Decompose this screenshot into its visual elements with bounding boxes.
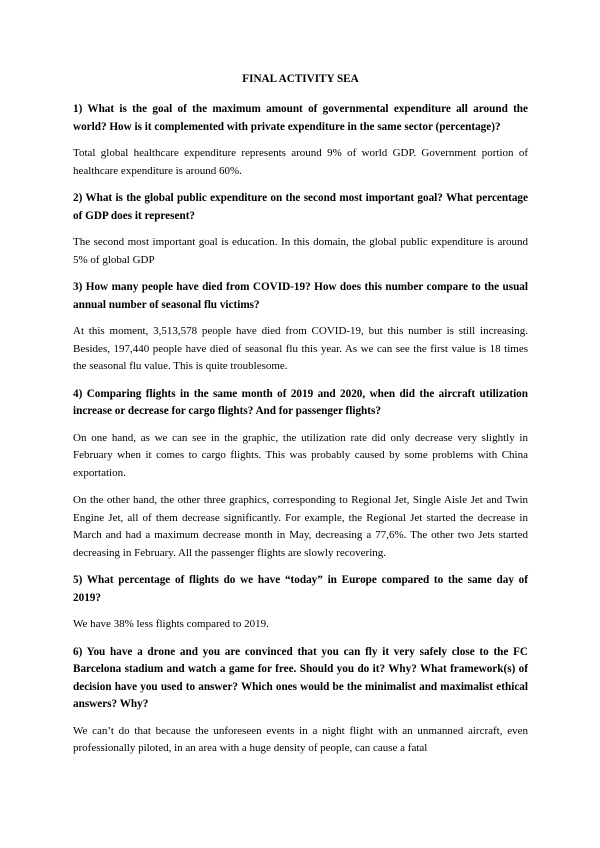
section-1: [73, 101, 528, 180]
answer-3: At this moment, 3,513,578 people have died from COVID-19, but this number is still increasing. Besides, 197,440 people have died of seasonal flu this year. As we can see the first value is 18 times the seasonal flu value. This is quite troublesome.: [73, 325, 528, 372]
section-6: [73, 644, 528, 758]
question-1: 1) What is the goal of the maximum amount of governmental expenditure all around the world? How is it complemented with private expenditure in the same sector (percentage)?: [73, 103, 528, 133]
answer-5: We have 38% less flights compared to 2019.: [73, 618, 269, 630]
section-3: [73, 279, 528, 376]
answer-1: Total global healthcare expenditure represents around 9% of world GDP. Government portion of healthcare expenditure is around 60%.: [73, 147, 528, 177]
section-5: [73, 572, 528, 634]
answer-6: We can’t do that because the unforeseen events in a night flight with an unmanned aircraft, even professionally piloted, in an area with a huge density of people, can cause a fatal: [73, 724, 528, 754]
question-2: 2) What is the global public expenditure on the second most important goal? What percentage of GDP does it represent?: [73, 192, 528, 222]
question-3: 3) How many people have died from COVID-19? How does this number compare to the usual annual number of seasonal flu victims?: [73, 281, 528, 311]
document-title: FINAL ACTIVITY SEA: [242, 73, 359, 85]
answer-4-paragraph-1: On one hand, as we can see in the graphic, the utilization rate did only decrease very slightly in February when it comes to cargo flights. This was probably caused by some problems with China exportation.: [73, 431, 528, 479]
question-4: 4) Comparing flights in the same month of 2019 and 2020, when did the aircraft utilization increase or decrease for cargo flights? And for passenger flights?: [73, 387, 528, 417]
answer-2: The second most important goal is education. In this domain, the global public expenditure is around 5% of global GDP: [73, 236, 528, 266]
question-5: 5) What percentage of flights do we have “today” in Europe compared to the same day of 2019?: [73, 574, 528, 604]
section-2: [73, 190, 528, 269]
question-6: 6) You have a drone and you are convinced that you can fly it very safely close to the FC Barcelona stadium and watch a game for free. Should you do it? Why? What framework(s) of decision have you used to answer? Which ones would be the minimalist and maximalist ethical answers? Why?: [73, 645, 528, 710]
answer-4-paragraph-2: On the other hand, the other three graphics, corresponding to Regional Jet, Single Aisle Jet and Twin Engine Jet, all of them decrease significantly. For example, the Regional Jet started the decrease in March and had a maximum decrease month in May, decreasing a 77,6%. The other two Jets started decreasing in February. All the passenger flights are slowly recovering.: [73, 494, 528, 559]
section-4: [73, 386, 528, 563]
